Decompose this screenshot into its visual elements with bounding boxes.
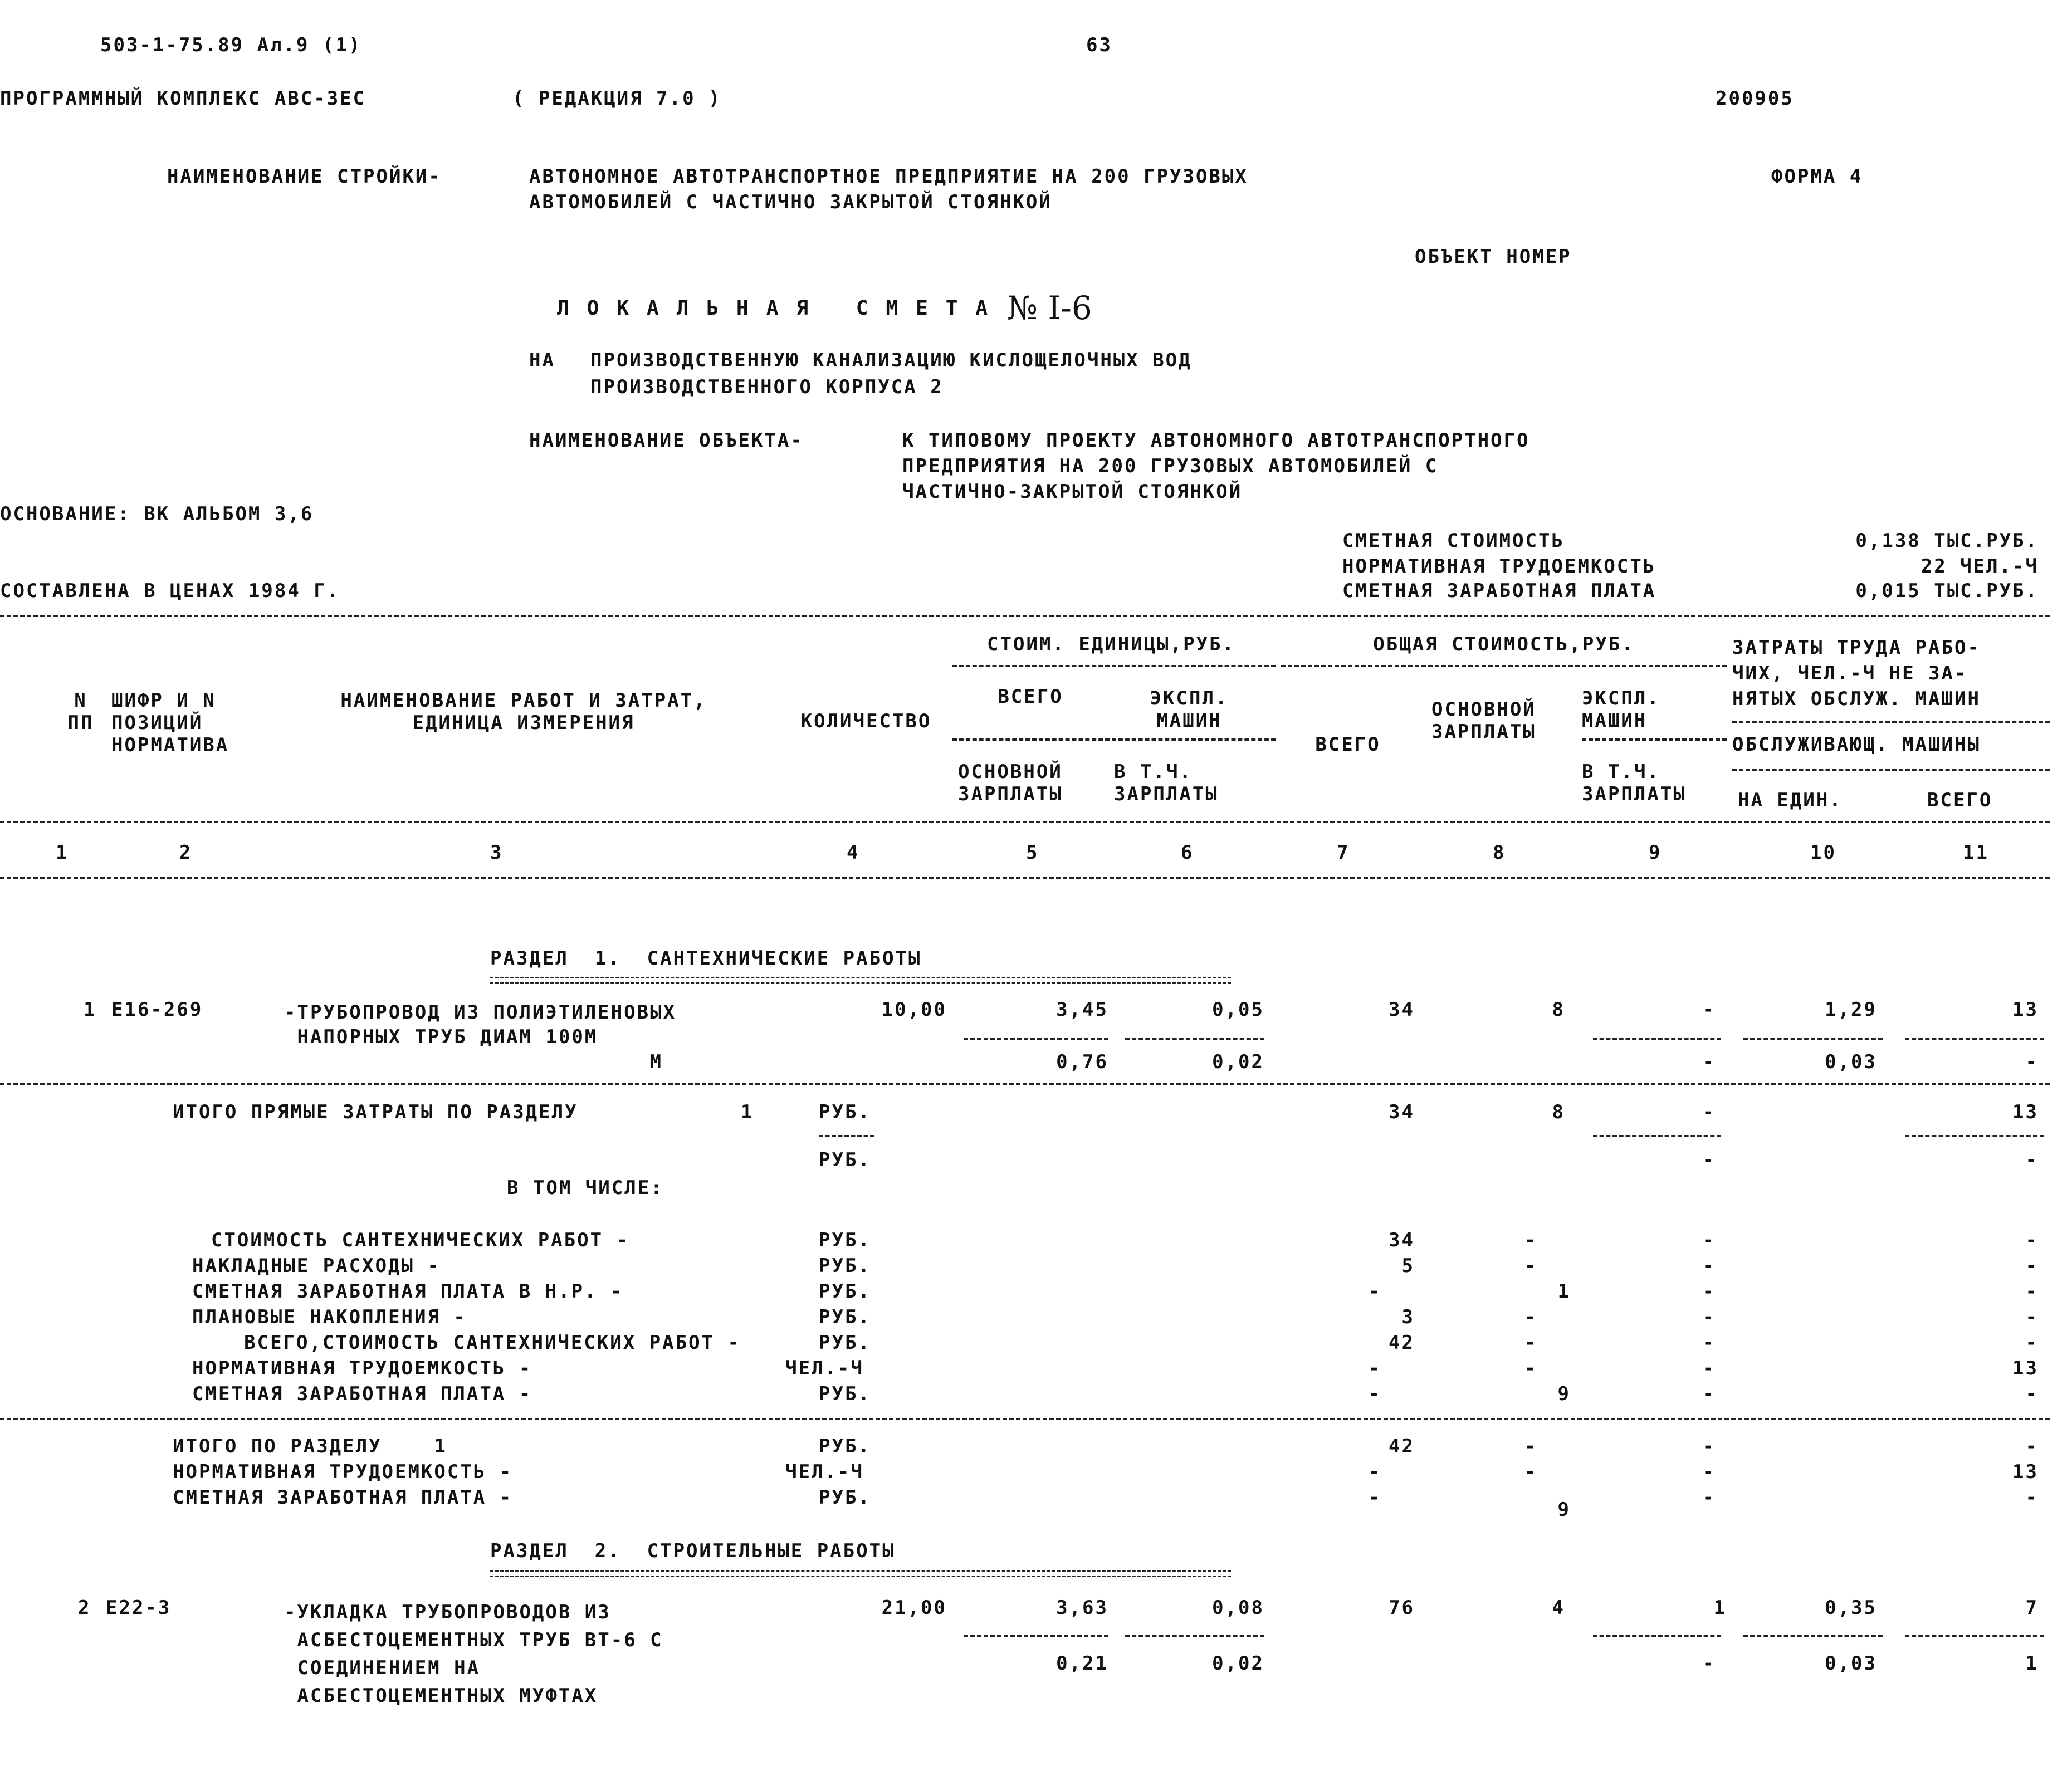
- section-total-labor: 13: [2012, 1461, 2039, 1483]
- total-base-wage: 4: [1552, 1597, 1565, 1619]
- labor-header: ЗАТРАТЫ ТРУДА РАБО- ЧИХ, ЧЕЛ.-Ч НЕ ЗА- НЯТЫХ ОБСЛУЖ. МАШИН: [1732, 637, 1981, 710]
- object-line2: ПРЕДПРИЯТИЯ НА 200 ГРУЗОВЫХ АВТОМОБИЛЕЙ С: [902, 455, 1439, 477]
- object-line1: К ТИПОВОМУ ПРОЕКТУ АВТОНОМНОГО АВТОТРАНСПОРТНОГО: [902, 429, 1530, 452]
- unit-cost-machines: 0,08: [1212, 1597, 1264, 1619]
- direct-costs-unit-2: РУБ.: [819, 1149, 871, 1171]
- summary-wage-value: 0,015 ТЫС.РУБ.: [1855, 580, 2039, 602]
- breakdown-wage: -: [1524, 1357, 1537, 1379]
- breakdown-machines: -: [1702, 1280, 1716, 1303]
- breakdown-machines: -: [1702, 1229, 1716, 1251]
- object-label: НАИМЕНОВАНИЕ ОБЪЕКТА-: [529, 429, 804, 452]
- section-total-label: ИТОГО ПО РАЗДЕЛУ 1: [173, 1435, 447, 1457]
- direct-machine-wage: -: [1702, 1149, 1716, 1171]
- unit-cost-total: 3,63: [1056, 1597, 1108, 1619]
- direct-costs-unit: РУБ.: [819, 1101, 871, 1123]
- program-edition: ( РЕДАКЦИЯ 7.0 ): [512, 87, 722, 110]
- item-2-split-c9: [1593, 1635, 1721, 1637]
- section-total-label: НОРМАТИВНАЯ ТРУДОЕМКОСТЬ -: [173, 1461, 513, 1483]
- section-total-cost: 42: [1389, 1435, 1415, 1457]
- direct-total: 34: [1389, 1101, 1415, 1123]
- section-total-machines: -: [1702, 1461, 1716, 1483]
- basis: ОСНОВАНИЕ: ВК АЛЬБОМ 3,6: [0, 503, 314, 525]
- work-unit: М: [649, 1051, 663, 1073]
- for-label: НА: [529, 349, 555, 371]
- column-6a-header: ЭКСПЛ. МАШИН: [1150, 687, 1229, 732]
- breakdown-labor: -: [2025, 1306, 2039, 1328]
- breakdown-unit: РУБ.: [819, 1383, 871, 1405]
- total-machines: 1: [1713, 1597, 1727, 1619]
- breakdown-machines: -: [1702, 1357, 1716, 1379]
- section-total-machines: -: [1702, 1486, 1716, 1509]
- breakdown-wage: -: [1524, 1229, 1537, 1251]
- total-cost: 76: [1389, 1597, 1415, 1619]
- breakdown-total: 5: [1401, 1255, 1415, 1277]
- item-2-split-c11: [1905, 1635, 2044, 1637]
- breakdown-machines: -: [1702, 1383, 1716, 1405]
- summary-labor-label: НОРМАТИВНАЯ ТРУДОЕМКОСТЬ: [1342, 555, 1656, 578]
- item-1-split-c9: [1593, 1038, 1721, 1040]
- machine-labor-total: -: [2025, 1051, 2039, 1073]
- column-number-2: 2: [179, 841, 193, 864]
- breakdown-machines: -: [1702, 1332, 1716, 1354]
- document-code: 503-1-75.89 Ал.9 (1): [100, 34, 362, 56]
- quantity: 10,00: [881, 999, 947, 1021]
- unit-cost-machines: 0,05: [1212, 999, 1264, 1021]
- program-name: ПРОГРАММНЫЙ КОМПЛЕКС АВС-ЗЕС: [0, 87, 366, 110]
- summary-wage-label: СМЕТНАЯ ЗАРАБОТНАЯ ПЛАТА: [1342, 580, 1656, 602]
- direct-split-c11: [1905, 1135, 2044, 1137]
- total-machine-wage: -: [1702, 1051, 1716, 1073]
- breakdown-machines: -: [1702, 1306, 1716, 1328]
- breakdown-label: ПЛАНОВЫЕ НАКОПЛЕНИЯ -: [192, 1306, 467, 1328]
- item-2-split-c5: [964, 1635, 1108, 1637]
- section-2-underline: [490, 1570, 1231, 1577]
- column-10-header: НА ЕДИН.: [1738, 789, 1843, 811]
- total-machine-wage: -: [1702, 1652, 1716, 1675]
- column-number-8: 8: [1493, 841, 1506, 864]
- item-1-split-c10: [1743, 1038, 1883, 1040]
- column-numbers-rule: [0, 877, 2050, 879]
- column-3-header: НАИМЕНОВАНИЕ РАБОТ И ЗАТРАТ, ЕДИНИЦА ИЗМЕРЕНИЯ: [340, 689, 707, 734]
- column-5a-header: ВСЕГО: [998, 686, 1063, 708]
- unit-cost-header: СТОИМ. ЕДИНИЦЫ,РУБ.: [987, 633, 1235, 655]
- column-number-10: 10: [1810, 841, 1836, 864]
- column-5b-header: ОСНОВНОЙ ЗАРПЛАТЫ: [958, 761, 1063, 805]
- section-total-unit: РУБ.: [819, 1486, 871, 1509]
- item-1-split-c11: [1905, 1038, 2044, 1040]
- column-number-1: 1: [56, 841, 69, 864]
- column-number-4: 4: [847, 841, 860, 864]
- section-total-unit: РУБ.: [819, 1435, 871, 1457]
- section-total-wage: 9: [1557, 1499, 1571, 1521]
- construction-name-line1: АВТОНОМНОЕ АВТОТРАНСПОРТНОЕ ПРЕДПРИЯТИЕ НА 200 ГРУЗОВЫХ: [529, 165, 1248, 188]
- work-name: -УКЛАДКА ТРУБОПРОВОДОВ ИЗ АСБЕСТОЦЕМЕНТНЫХ ТРУБ ВТ-6 С СОЕДИНЕНИЕМ НА АСБЕСТОЦЕМЕНТНЫХ МУФТАХ: [284, 1601, 663, 1707]
- breakdown-unit: РУБ.: [819, 1306, 871, 1328]
- column-number-9: 9: [1649, 841, 1662, 864]
- column-1-header: N ПП: [67, 689, 94, 734]
- unit-machine-wage: 0,02: [1212, 1652, 1264, 1675]
- form-number: ФОРМА 4: [1771, 165, 1863, 188]
- section-total-wage: -: [1524, 1435, 1537, 1457]
- section-total-wage: -: [1524, 1461, 1537, 1483]
- direct-labor: 13: [2012, 1101, 2039, 1123]
- unit-machine-wage: 0,02: [1212, 1051, 1264, 1073]
- machine-labor-total: 1: [2025, 1652, 2039, 1675]
- column-number-3: 3: [490, 841, 504, 864]
- breakdown-label: СМЕТНАЯ ЗАРАБОТНАЯ ПЛАТА В Н.Р. -: [192, 1280, 624, 1303]
- for-line1: ПРОИЗВОДСТВЕННУЮ КАНАЛИЗАЦИЮ КИСЛОЩЕЛОЧНЫХ ВОД: [590, 349, 1192, 371]
- for-line2: ПРОИЗВОДСТВЕННОГО КОРПУСА 2: [590, 376, 944, 398]
- direct-costs-label: ИТОГО ПРЯМЫЕ ЗАТРАТЫ ПО РАЗДЕЛУ: [173, 1101, 578, 1123]
- machine-labor-per-unit: 0,03: [1825, 1652, 1877, 1675]
- construction-label: НАИМЕНОВАНИЕ СТРОЙКИ-: [167, 165, 442, 188]
- breakdown-machines: -: [1702, 1255, 1716, 1277]
- unit-base-wage: 0,21: [1056, 1652, 1108, 1675]
- section-total-machines: -: [1702, 1435, 1716, 1457]
- breakdown-wage: 9: [1557, 1383, 1571, 1405]
- column-6b-header: В Т.Ч. ЗАРПЛАТЫ: [1114, 761, 1219, 805]
- column-number-7: 7: [1337, 841, 1350, 864]
- summary-cost-label: СМЕТНАЯ СТОИМОСТЬ: [1342, 530, 1565, 552]
- column-9b-header: В Т.Ч. ЗАРПЛАТЫ: [1582, 761, 1687, 805]
- breakdown-unit: РУБ.: [819, 1332, 871, 1354]
- item-2-split-c6: [1125, 1635, 1264, 1637]
- header-bottom-rule: [0, 821, 2050, 823]
- breakdown-label: НОРМАТИВНАЯ ТРУДОЕМКОСТЬ -: [192, 1357, 532, 1379]
- summary-labor-value: 22 ЧЕЛ.-Ч: [1920, 555, 2039, 578]
- item-1-split-c5: [964, 1038, 1108, 1040]
- breakdown-total: -: [1368, 1357, 1381, 1379]
- row-number: 1: [84, 999, 97, 1021]
- total-machines: -: [1702, 999, 1716, 1021]
- breakdown-total: -: [1368, 1280, 1381, 1303]
- including-label: В ТОМ ЧИСЛЕ:: [507, 1177, 664, 1199]
- section-total-labor: -: [2025, 1486, 2039, 1509]
- page-number: 63: [1086, 34, 1112, 56]
- direct-base-wage: 8: [1552, 1101, 1565, 1123]
- labor-rule-1: [1732, 721, 2050, 723]
- machine-labor-per-unit: 0,03: [1825, 1051, 1877, 1073]
- breakdown-unit: РУБ.: [819, 1255, 871, 1277]
- total-base-wage: 8: [1552, 999, 1565, 1021]
- direct-costs-unit-rule: [819, 1135, 874, 1137]
- row-number: 2: [78, 1597, 91, 1619]
- column-number-5: 5: [1026, 841, 1039, 864]
- labor-per-unit: 1,29: [1825, 999, 1877, 1021]
- labor-machines-header: ОБСЛУЖИВАЮЩ. МАШИНЫ: [1732, 733, 1981, 756]
- labor-total: 13: [2012, 999, 2039, 1021]
- breakdown-labor: -: [2025, 1383, 2039, 1405]
- breakdown-label: СТОИМОСТЬ САНТЕХНИЧЕСКИХ РАБОТ -: [211, 1229, 629, 1251]
- section-1-title: РАЗДЕЛ 1. САНТЕХНИЧЕСКИЕ РАБОТЫ: [490, 947, 922, 970]
- estimate-number: № I-6: [1007, 289, 1092, 327]
- column-4-header: КОЛИЧЕСТВО: [800, 710, 932, 732]
- column-8-header: ОСНОВНОЙ ЗАРПЛАТЫ: [1431, 698, 1536, 743]
- summary-cost-value: 0,138 ТЫС.РУБ.: [1855, 530, 2039, 552]
- breakdown-wage: -: [1524, 1306, 1537, 1328]
- breakdown-total: 34: [1389, 1229, 1415, 1251]
- section-2-title: РАЗДЕЛ 2. СТРОИТЕЛЬНЫЕ РАБОТЫ: [490, 1540, 896, 1562]
- direct-machines: -: [1702, 1101, 1716, 1123]
- breakdown-unit: ЧЕЛ.-Ч: [785, 1357, 864, 1379]
- construction-name-line2: АВТОМОБИЛЕЙ С ЧАСТИЧНО ЗАКРЫТОЙ СТОЯНКОЙ: [529, 191, 1052, 213]
- breakdown-wage: -: [1524, 1332, 1537, 1354]
- total-cost-header: ОБЩАЯ СТОИМОСТЬ,РУБ.: [1373, 633, 1635, 655]
- breakdown-unit: РУБ.: [819, 1280, 871, 1303]
- document-number: 200905: [1716, 87, 1794, 110]
- labor-rule-2: [1732, 769, 2050, 771]
- unit-cost-total: 3,45: [1056, 999, 1108, 1021]
- direct-split-c9: [1593, 1135, 1721, 1137]
- breakdown-unit: РУБ.: [819, 1229, 871, 1251]
- breakdown-labor: -: [2025, 1332, 2039, 1354]
- direct-costs-rule: [0, 1083, 2050, 1085]
- total-cost-rule: [1281, 665, 1727, 667]
- direct-machine-labor: -: [2025, 1149, 2039, 1171]
- breakdown-labor: -: [2025, 1255, 2039, 1277]
- quantity: 21,00: [881, 1597, 947, 1619]
- unit-base-wage: 0,76: [1056, 1051, 1108, 1073]
- column-number-11: 11: [1963, 841, 1989, 864]
- column-9a-header: ЭКСПЛ. МАШИН: [1582, 687, 1660, 732]
- unit-cost-split-rule: [952, 738, 1276, 741]
- labor-total: 7: [2025, 1597, 2039, 1619]
- breakdown-label: НАКЛАДНЫЕ РАСХОДЫ -: [192, 1255, 441, 1277]
- section-1-underline: [490, 977, 1231, 984]
- breakdown-total: 42: [1389, 1332, 1415, 1354]
- column-9-split-rule: [1582, 738, 1727, 741]
- total-cost: 34: [1389, 999, 1415, 1021]
- norm-code: Е22-3: [106, 1597, 172, 1619]
- breakdown-wage: -: [1524, 1255, 1537, 1277]
- labor-per-unit: 0,35: [1825, 1597, 1877, 1619]
- breakdown-total: -: [1368, 1383, 1381, 1405]
- header-top-rule: [0, 615, 2050, 617]
- section-total-cost: -: [1368, 1461, 1381, 1483]
- column-number-6: 6: [1181, 841, 1194, 864]
- prices-note: СОСТАВЛЕНА В ЦЕНАХ 1984 Г.: [0, 580, 340, 602]
- breakdown-label: СМЕТНАЯ ЗАРАБОТНАЯ ПЛАТА -: [192, 1383, 532, 1405]
- norm-code: Е16-269: [111, 999, 203, 1021]
- object-line3: ЧАСТИЧНО-ЗАКРЫТОЙ СТОЯНКОЙ: [902, 481, 1243, 503]
- column-11-header: ВСЕГО: [1927, 789, 1993, 811]
- section-total-unit: ЧЕЛ.-Ч: [785, 1461, 864, 1483]
- item-1-split-c6: [1125, 1038, 1264, 1040]
- column-7-header: ВСЕГО: [1315, 733, 1381, 756]
- section-total-cost: -: [1368, 1486, 1381, 1509]
- breakdown-label: ВСЕГО,СТОИМОСТЬ САНТЕХНИЧЕСКИХ РАБОТ -: [244, 1332, 741, 1354]
- column-2-header: ШИФР И N ПОЗИЦИЙ НОРМАТИВА: [111, 689, 229, 756]
- section-total-label: СМЕТНАЯ ЗАРАБОТНАЯ ПЛАТА -: [173, 1486, 513, 1509]
- estimate-title: ЛОКАЛЬНАЯ СМЕТА: [557, 297, 1006, 320]
- breakdown-wage: 1: [1557, 1280, 1571, 1303]
- section-total-labor: -: [2025, 1435, 2039, 1457]
- item-2-split-c10: [1743, 1635, 1883, 1637]
- breakdown-labor: -: [2025, 1280, 2039, 1303]
- breakdown-labor: 13: [2012, 1357, 2039, 1379]
- section-total-rule: [0, 1418, 2050, 1420]
- breakdown-total: 3: [1401, 1306, 1415, 1328]
- unit-cost-rule: [952, 665, 1276, 667]
- direct-costs-section: 1: [741, 1101, 754, 1123]
- object-number-label: ОБЪЕКТ НОМЕР: [1415, 246, 1572, 268]
- work-name: -ТРУБОПРОВОД ИЗ ПОЛИЭТИЛЕНОВЫХ НАПОРНЫХ ТРУБ ДИАМ 100М: [284, 1001, 677, 1048]
- breakdown-labor: -: [2025, 1229, 2039, 1251]
